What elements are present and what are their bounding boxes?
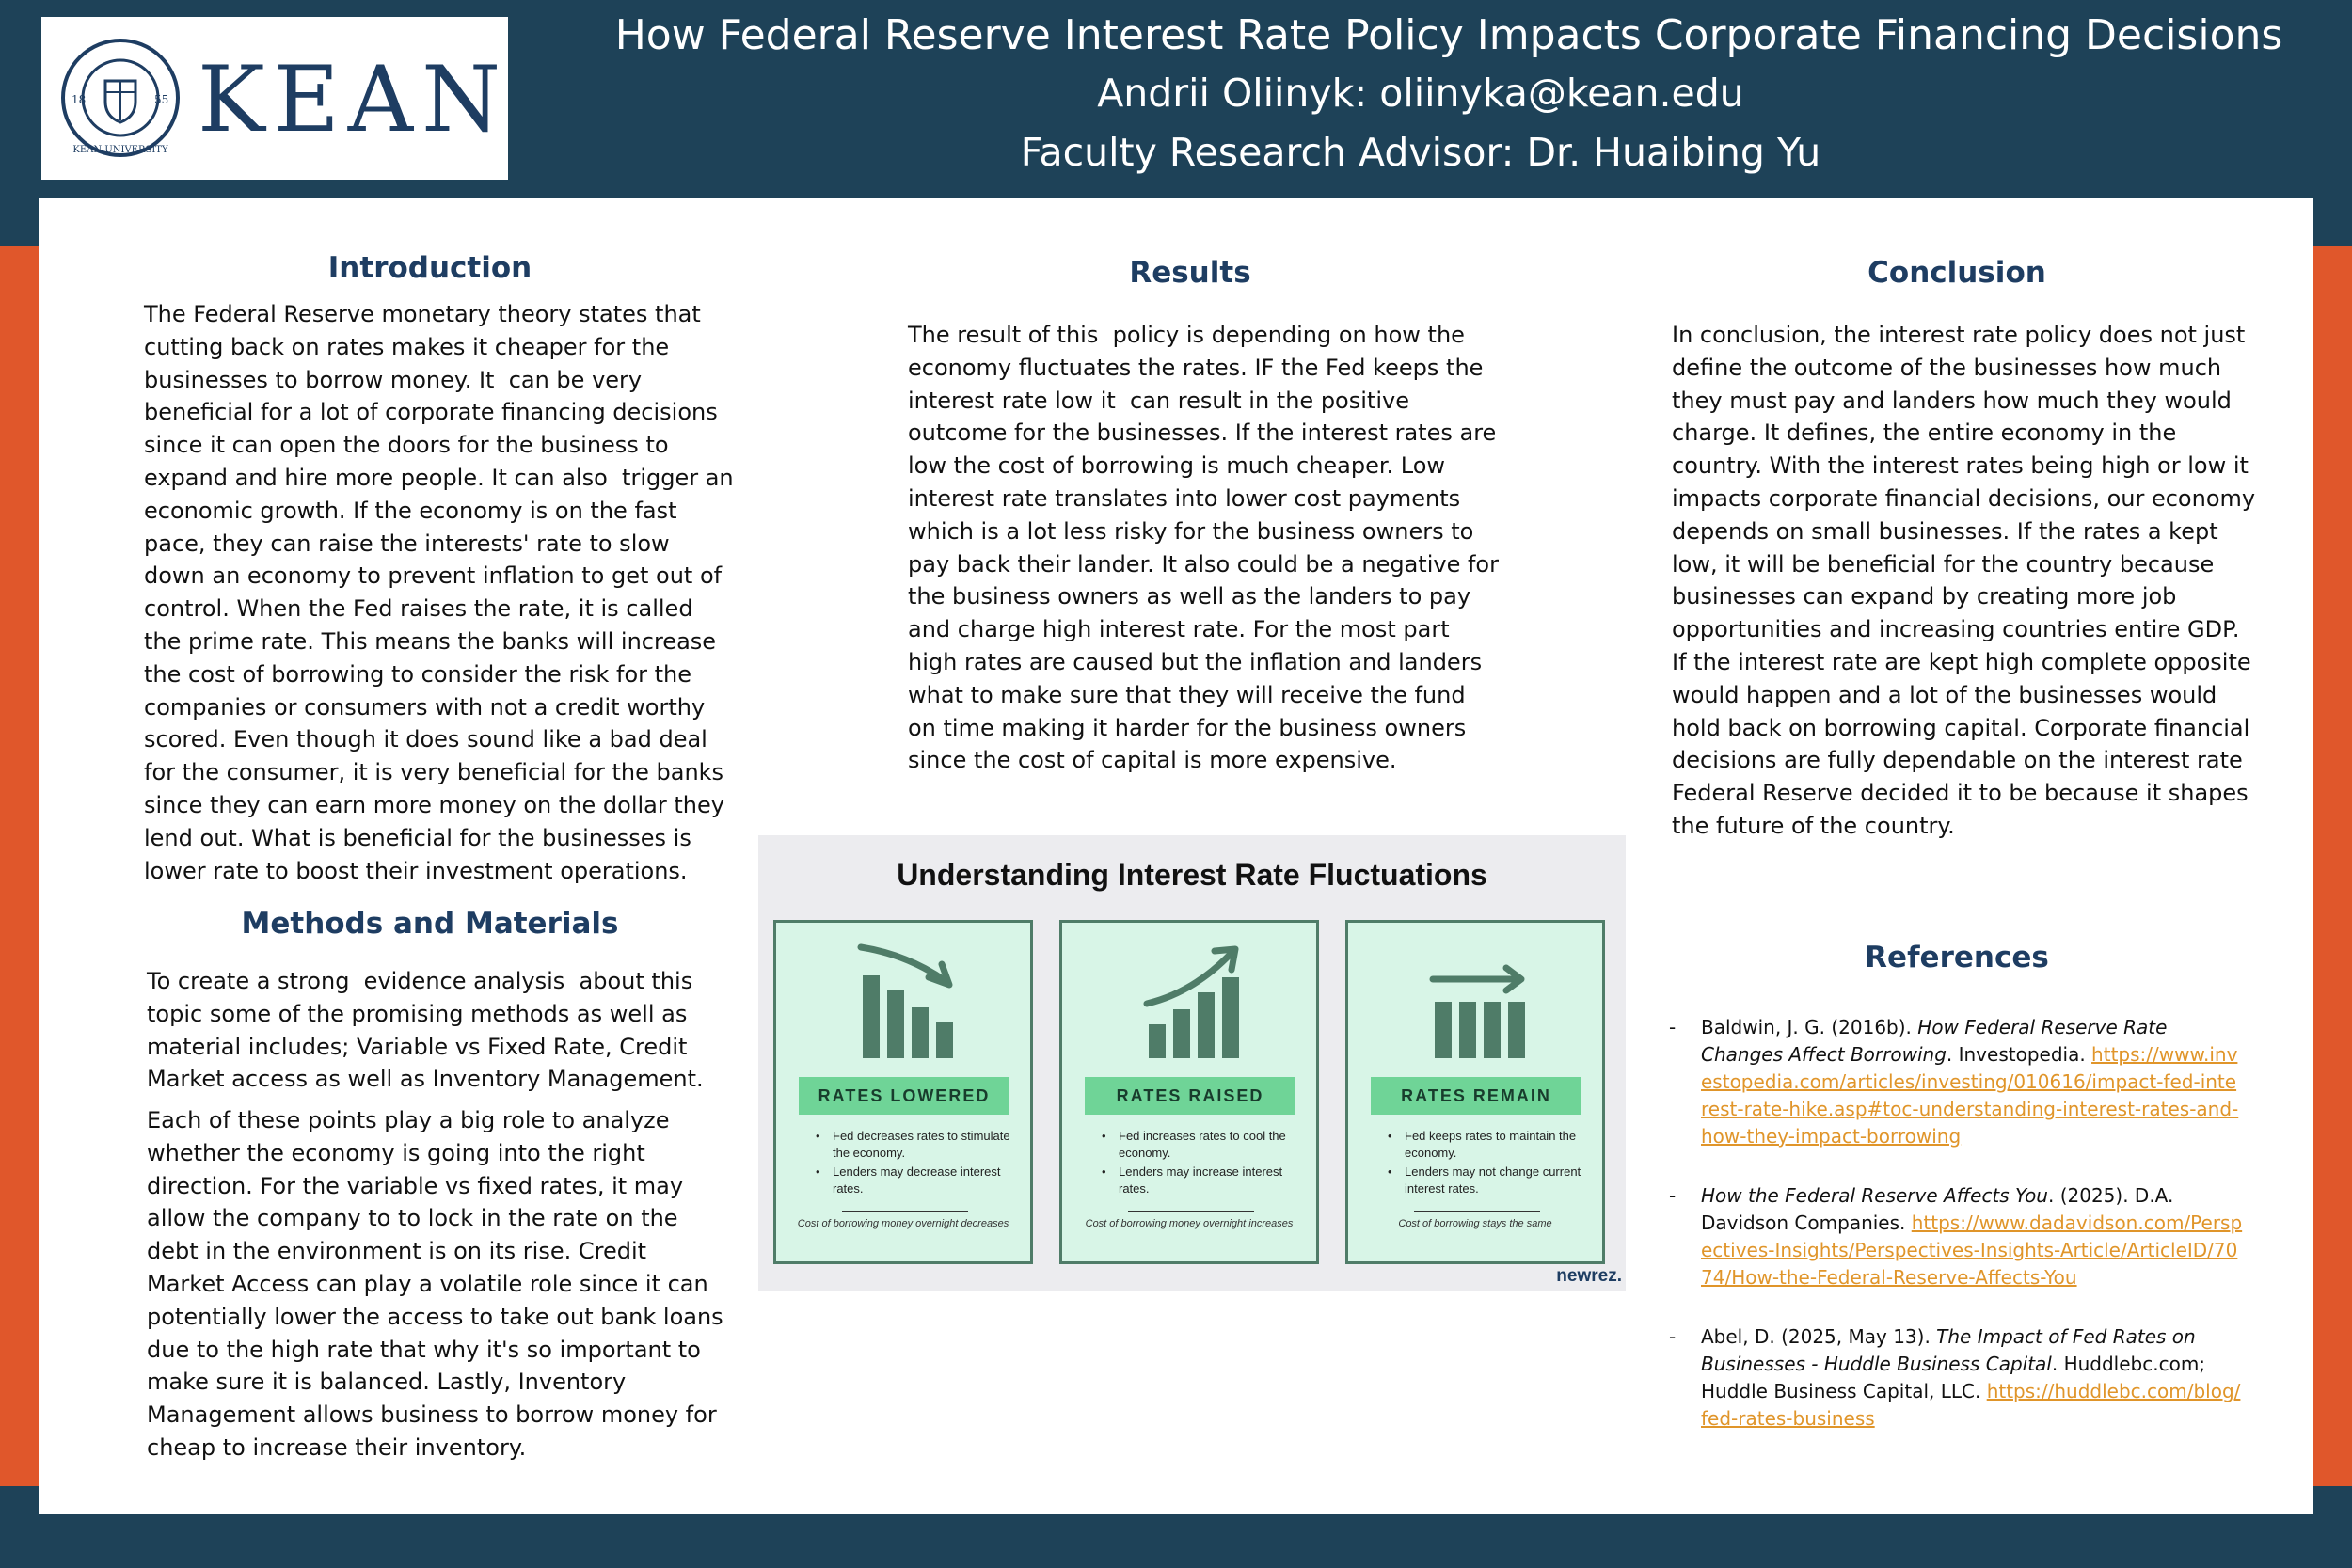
text-line: lower rate to boost their investment operations. (144, 857, 688, 884)
reference-link[interactable]: https://www.investopedia.com/articles/investing/010616/impact-fed-interest-rate-hike.asp#toc-understanding-interest-rates-and-how-they-impact-borrowing (1701, 1043, 2239, 1148)
text-line: impacts corporate financial decisions, our economy (1672, 484, 2256, 512)
text-line: high rates are caused but the inflation and landers (908, 648, 1483, 675)
kean-logo (41, 17, 508, 180)
poster-author: Andrii Oliinyk: oliinyka@kean.edu (1097, 71, 1744, 116)
text-line: the prime rate. This means the banks will increase (144, 627, 717, 655)
card-label: RATES RAISED (1085, 1077, 1295, 1115)
card-bullet: • Lenders may not change current interest rates. (1376, 1164, 1593, 1197)
text-line: down an economy to prevent inflation to get out of (144, 562, 723, 590)
reference-link[interactable]: https://huddlebc.com/blog/fed-rates-business (1701, 1380, 2241, 1430)
card-label: RATES LOWERED (799, 1077, 1009, 1115)
text-line: potentially lower the access to take out bank loans (147, 1303, 723, 1330)
text-line: Market Access can play a volatile role since it can (147, 1270, 708, 1297)
reference-title: How Federal Reserve Rate Changes Affect Borrowing (1701, 1016, 2168, 1066)
text-line: define the outcome of the businesses how much (1672, 354, 2222, 381)
text-line: the future of the country. (1672, 812, 1955, 839)
card-bullets (1090, 1128, 1307, 1199)
text-line: cutting back on rates makes it cheaper for the (144, 333, 670, 360)
text-line: pace, they can raise the interests' rate to slow (144, 530, 670, 557)
card-caption: Cost of borrowing stays the same (1398, 1218, 1552, 1229)
text-line: economy fluctuates the rates. IF the Fed keeps the (908, 354, 1484, 381)
university-seal-icon (60, 38, 181, 158)
references-heading: References (1865, 941, 2049, 974)
reference-authors: Abel, D. (2025, May 13). (1701, 1325, 1937, 1348)
reference-dash: - (1669, 1184, 1677, 1207)
poster-title: How Federal Reserve Interest Rate Policy Impacts Corporate Financing Decisions (614, 11, 2283, 59)
text-line: low the cost of borrowing is much cheaper. Low (908, 452, 1446, 480)
text-line: opportunities and increasing countries entire GDP. (1672, 616, 2240, 643)
text-line: for the consumer, it is very beneficial for the banks (144, 759, 724, 786)
card-bullet: • Lenders may increase interest rates. (1090, 1164, 1307, 1197)
seal-text: KEAN UNIVERSITY (72, 145, 168, 155)
card-label: RATES REMAIN (1371, 1077, 1581, 1115)
reference-link[interactable]: https://www.dadavidson.com/Perspectives-Insights/Perspectives-Insights-Article/ArticleID/7074/How-the-Federal-Reserve-Affects-You (1701, 1212, 2243, 1289)
figure-title: Understanding Interest Rate Fluctuations (897, 858, 1487, 892)
text-line: which is a lot less risky for the business owners to (908, 517, 1474, 545)
conclusion-body (1672, 319, 2265, 843)
text-line: would happen and a lot of the businesses would (1672, 681, 2217, 708)
text-line: depends on small businesses. If the rates a kept (1672, 517, 2218, 545)
card-divider (842, 1211, 968, 1212)
reference-item (1669, 1182, 2243, 1291)
text-line: material includes; Variable vs Fixed Rate, Credit (147, 1033, 688, 1060)
text-line: the business owners as well as the landers to pay (908, 583, 1471, 610)
card-divider (1414, 1211, 1540, 1212)
text-line: decisions are fully dependable on the interest rate (1672, 747, 2243, 774)
text-line: economic growth. If the economy is on the fast (144, 497, 677, 524)
text-line: Management allows business to borrow money for (147, 1402, 717, 1429)
text-line: pay back their lander. It also could be a negative for (908, 550, 1499, 578)
results-heading: Results (1129, 256, 1251, 290)
text-line: To create a strong evidence analysis about this (147, 968, 693, 994)
text-line: Market access as well as Inventory Management. (147, 1066, 704, 1093)
card-bullet: • Fed increases rates to cool the economy. (1090, 1128, 1307, 1162)
conclusion-heading: Conclusion (1867, 256, 2046, 290)
text-line: companies or consumers with not a credit worthy (144, 693, 706, 721)
reference-authors: Baldwin, J. G. (2016b). (1701, 1016, 1918, 1038)
reference-title: The Impact of Fed Rates on Businesses - Huddle Business Capital (1701, 1325, 2196, 1375)
card-rates-remain (1345, 920, 1605, 1264)
card-caption: Cost of borrowing money overnight decreases (797, 1218, 1009, 1229)
text-line: direction. For the variable vs fixed rates, it may (147, 1172, 684, 1199)
text-line: cheap to increase their inventory. (147, 1433, 527, 1461)
reference-item (1669, 1014, 2243, 1150)
card-bullet: • Fed keeps rates to maintain the economy. (1376, 1128, 1593, 1162)
bars-up-arrow-icon (1109, 936, 1279, 1068)
reference-dash: - (1669, 1325, 1677, 1348)
poster-advisor: Faculty Research Advisor: Dr. Huaibing Yu (1020, 130, 1821, 175)
reference-title: How the Federal Reserve Affects You (1701, 1184, 2048, 1207)
text-line: Federal Reserve decided it to be because it shapes (1672, 780, 2249, 807)
card-bullet: • Lenders may decrease interest rates. (804, 1164, 1021, 1197)
text-line: lend out. What is beneficial for the businesses is (144, 824, 691, 851)
reference-source: . Investopedia. (1946, 1043, 2086, 1066)
bars-flat-arrow-icon (1395, 936, 1565, 1068)
card-bullets (804, 1128, 1021, 1199)
methods-heading: Methods and Materials (241, 907, 619, 941)
text-line: on time making it harder for the business owners (908, 714, 1467, 741)
text-line: interest rate translates into lower cost payments (908, 484, 1461, 512)
seal-year-right: 55 (154, 93, 169, 106)
text-line: allow the company to to lock in the rate on the (147, 1205, 678, 1232)
introduction-heading: Introduction (327, 251, 532, 285)
text-line: Each of these points play a big role to analyze (147, 1107, 670, 1133)
interest-rate-figure (758, 835, 1626, 1291)
text-line: country. With the interest rates being high or low it (1672, 452, 2249, 480)
reference-item (1669, 1323, 2243, 1433)
introduction-body (144, 298, 737, 887)
reference-source: . Huddlebc.com; Huddle Business Capital, LLC. (1701, 1353, 2206, 1402)
card-bullet: • Fed decreases rates to stimulate the economy. (804, 1128, 1021, 1162)
text-line: topic some of the promising methods as well as (147, 1000, 688, 1027)
reference-dash: - (1669, 1016, 1677, 1038)
results-body (908, 319, 1501, 777)
card-bullets (1376, 1128, 1593, 1199)
text-line: since the cost of capital is more expensive. (908, 747, 1397, 774)
card-caption: Cost of borrowing money overnight increases (1085, 1218, 1294, 1229)
text-line: expand and hire more people. It can also trigger an (144, 464, 734, 491)
text-line: businesses can expand by creating more job (1672, 583, 2177, 610)
text-line: beneficial for a lot of corporate financing decisions (144, 399, 718, 426)
card-rates-raised (1059, 920, 1319, 1264)
text-line: businesses to borrow money. It can be very (144, 366, 643, 393)
newrez-brand: newrez. (1556, 1266, 1622, 1286)
text-line: In conclusion, the interest rate policy does not just (1672, 322, 2246, 348)
text-line: outcome for the businesses. If the interest rates are (908, 420, 1497, 447)
text-line: what to make sure that they will receive the fund (908, 681, 1466, 708)
poster-header (527, 8, 2314, 182)
text-line: control. When the Fed raises the rate, it is called (144, 595, 693, 623)
text-line: charge. It defines, the entire economy in the (1672, 420, 2177, 447)
text-line: hold back on borrowing capital. Corporate financial (1672, 714, 2250, 741)
logo-wordmark: KEAN (198, 47, 510, 152)
bars-down-arrow-icon (823, 936, 993, 1068)
text-line: and charge high interest rate. For the most part (908, 616, 1450, 643)
text-line: since they can earn more money on the dollar they (144, 791, 724, 818)
text-line: make sure it is balanced. Lastly, Inventory (147, 1369, 627, 1396)
text-line: they must pay and landers how much they would (1672, 387, 2232, 414)
text-line: since it can open the doors for the business to (144, 432, 669, 459)
methods-body-detail (147, 1104, 739, 1465)
text-line: The result of this policy is depending on how the (908, 322, 1465, 348)
text-line: If the interest rate are kept high complete opposite (1672, 648, 2251, 675)
text-line: The Federal Reserve monetary theory states that (144, 301, 701, 327)
text-line: scored. Even though it does sound like a bad deal (144, 726, 707, 753)
card-rates-lowered (773, 920, 1033, 1264)
references-list (1669, 1014, 2243, 1465)
text-line: debt in the environment is on its rise. Credit (147, 1238, 647, 1265)
seal-year-left: 18 (72, 93, 87, 106)
text-line: the cost of borrowing to consider the risk for the (144, 660, 692, 688)
methods-body-intro (147, 965, 739, 1096)
text-line: low, it will be beneficial for the country because (1672, 550, 2215, 578)
card-divider (1128, 1211, 1254, 1212)
text-line: whether the economy is going into the right (147, 1139, 645, 1166)
reference-source: . (2025). D.A. Davidson Companies. (1701, 1184, 2174, 1234)
text-line: interest rate low it can result in the positive (908, 387, 1409, 414)
text-line: due to the high rate that why it's so important to (147, 1336, 701, 1363)
